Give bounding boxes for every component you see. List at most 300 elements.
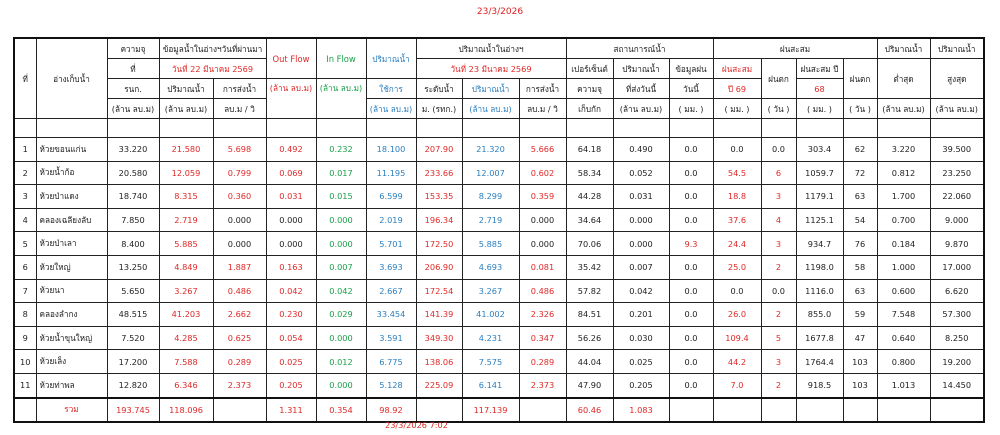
cell-rain68: 1764.4 [796, 350, 843, 374]
cell-min: 0.184 [877, 232, 930, 256]
cell-max: 8.250 [930, 326, 984, 350]
cell-outflow: 0.025 [266, 350, 316, 374]
cell-rain69: 0.0 [713, 138, 761, 162]
cell-inflow: 0.007 [316, 255, 366, 279]
cell-inflow: 0.232 [316, 138, 366, 162]
header-usable-3: (ล้าน ลบ.ม) [366, 99, 416, 119]
table-row [14, 350, 984, 374]
cell-usable: 5.701 [366, 232, 416, 256]
cell-curr-volume: 41.002 [462, 303, 519, 327]
cell-outflow: 0.031 [266, 185, 316, 209]
cell-rain-today: 0.0 [669, 161, 713, 185]
cell-inflow: 0.000 [316, 232, 366, 256]
cell-rain-days69: 0.0 [761, 138, 796, 162]
cell-min: 7.548 [877, 303, 930, 327]
cell-min: 3.220 [877, 138, 930, 162]
cell-usable: 2.019 [366, 208, 416, 232]
header-curr-volume-unit: (ล้าน ลบ.ม) [462, 99, 519, 119]
total-inflow: 0.354 [316, 398, 366, 422]
total-empty [843, 398, 877, 422]
cell-no: 3 [14, 185, 36, 209]
cell-prev-release: 0.289 [213, 350, 266, 374]
cell-prev-release: 1.887 [213, 255, 266, 279]
header-no: ที่ [14, 38, 36, 119]
cell-prev-volume: 12.059 [159, 161, 213, 185]
cell-released-today: 0.205 [613, 373, 669, 397]
cell-released-today: 0.007 [613, 255, 669, 279]
header-released-1: ปริมาณน้ำ [613, 59, 669, 79]
header-min-unit: (ล้าน ลบ.ม) [877, 99, 930, 119]
header-rain-days69-unit: ( วัน ) [761, 99, 796, 119]
reservoir-table [13, 37, 985, 423]
header-curr-release-unit: ลบ.ม / วิ [519, 99, 566, 119]
cell-usable: 3.693 [366, 255, 416, 279]
report-date-title: 23/3/2026 [476, 7, 524, 17]
cell-name: ห้วยน้ำขุนใหญ่ [36, 326, 107, 350]
header-prev-release: การส่งน้ำ [213, 79, 266, 99]
header-rain-days68-unit: ( วัน ) [843, 99, 877, 119]
cell-prev-volume: 21.580 [159, 138, 213, 162]
cell-rain-days69: 6 [761, 161, 796, 185]
cell-capacity: 13.250 [107, 255, 159, 279]
cell-rain69: 24.4 [713, 232, 761, 256]
cell-percent: 47.90 [566, 373, 613, 397]
header-capacity-2: ที่ [107, 59, 159, 79]
cell-usable: 6.775 [366, 350, 416, 374]
cell-prev-volume: 4.849 [159, 255, 213, 279]
cell-max: 23.250 [930, 161, 984, 185]
table-row [14, 255, 984, 279]
cell-name: ห้วยนา [36, 279, 107, 303]
cell-no: 8 [14, 303, 36, 327]
cell-curr-release: 0.347 [519, 326, 566, 350]
header-rain-group: ฝนสะสม [713, 38, 877, 59]
cell-curr-release: 0.289 [519, 350, 566, 374]
total-prev-volume: 118.096 [159, 398, 213, 422]
cell-capacity: 48.515 [107, 303, 159, 327]
cell-capacity: 20.580 [107, 161, 159, 185]
cell-name: ห้วยเล็ง [36, 350, 107, 374]
header-percent-1: เปอร์เซ็นต์ [566, 59, 613, 79]
header-usable-1: ปริมาณน้ำ [366, 38, 416, 79]
cell-max: 19.200 [930, 350, 984, 374]
cell-rain68: 1125.1 [796, 208, 843, 232]
cell-rain-days68: 72 [843, 161, 877, 185]
header-outflow: Out Flow [266, 38, 316, 79]
cell-prev-release: 2.373 [213, 373, 266, 397]
header-max-unit: (ล้าน ลบ.ม) [930, 99, 984, 119]
cell-outflow: 0.163 [266, 255, 316, 279]
cell-outflow: 0.492 [266, 138, 316, 162]
cell-curr-volume: 12.007 [462, 161, 519, 185]
cell-min: 0.640 [877, 326, 930, 350]
cell-prev-volume: 6.346 [159, 373, 213, 397]
cell-rain-days69: 3 [761, 185, 796, 209]
cell-rain-today: 0.0 [669, 326, 713, 350]
cell-name: คลองเฉลียงลับ [36, 208, 107, 232]
cell-percent: 70.06 [566, 232, 613, 256]
header-level: ระดับน้ำ [416, 79, 462, 99]
cell-max: 9.870 [930, 232, 984, 256]
cell-rain-days69: 3 [761, 350, 796, 374]
table-row [14, 161, 984, 185]
cell-released-today: 0.030 [613, 326, 669, 350]
cell-rain-days69: 3 [761, 232, 796, 256]
cell-inflow: 0.000 [316, 208, 366, 232]
cell-rain68: 934.7 [796, 232, 843, 256]
cell-curr-release: 2.373 [519, 373, 566, 397]
header-prev-group: ข้อมูลน้ำในอ่างฯวันที่ผ่านมา [159, 38, 266, 59]
cell-level: 233.66 [416, 161, 462, 185]
cell-rain68: 303.4 [796, 138, 843, 162]
cell-rain-days68: 47 [843, 326, 877, 350]
cell-curr-volume: 5.885 [462, 232, 519, 256]
cell-rain-days69: 0.0 [761, 279, 796, 303]
cell-percent: 84.51 [566, 303, 613, 327]
table-row [14, 279, 984, 303]
header-rain68-1: ฝนสะสม ปี [796, 59, 843, 79]
total-empty [713, 398, 761, 422]
header-released-3: (ล้าน ลบ.ม) [613, 99, 669, 119]
cell-usable: 6.599 [366, 185, 416, 209]
cell-rain-days68: 76 [843, 232, 877, 256]
cell-curr-volume: 6.141 [462, 373, 519, 397]
cell-usable: 18.100 [366, 138, 416, 162]
cell-level: 349.30 [416, 326, 462, 350]
cell-level: 225.09 [416, 373, 462, 397]
cell-rain69: 54.5 [713, 161, 761, 185]
cell-level: 196.34 [416, 208, 462, 232]
cell-rain69: 7.0 [713, 373, 761, 397]
cell-max: 39.500 [930, 138, 984, 162]
table-row [14, 232, 984, 256]
cell-min: 0.800 [877, 350, 930, 374]
cell-max: 6.620 [930, 279, 984, 303]
cell-prev-release: 5.698 [213, 138, 266, 162]
cell-usable: 11.195 [366, 161, 416, 185]
cell-max: 17.000 [930, 255, 984, 279]
cell-curr-volume: 8.299 [462, 185, 519, 209]
header-prev-volume: ปริมาณน้ำ [159, 79, 213, 99]
cell-min: 1.013 [877, 373, 930, 397]
cell-rain-days69: 4 [761, 208, 796, 232]
cell-level: 206.90 [416, 255, 462, 279]
header-rain69-1: ฝนสะสม [713, 59, 761, 79]
cell-rain-today: 0.0 [669, 350, 713, 374]
cell-inflow: 0.017 [316, 161, 366, 185]
cell-curr-volume: 4.231 [462, 326, 519, 350]
header-rain-today-3: ( มม. ) [669, 99, 713, 119]
cell-rain-today: 0.0 [669, 138, 713, 162]
cell-usable: 2.667 [366, 279, 416, 303]
cell-curr-release: 0.486 [519, 279, 566, 303]
cell-rain-days68: 103 [843, 350, 877, 374]
cell-capacity: 8.400 [107, 232, 159, 256]
cell-no: 4 [14, 208, 36, 232]
header-rain-today-1: ข้อมูลฝน [669, 59, 713, 79]
cell-rain-days69: 5 [761, 326, 796, 350]
cell-inflow: 0.000 [316, 373, 366, 397]
cell-percent: 64.18 [566, 138, 613, 162]
cell-rain-today: 0.0 [669, 303, 713, 327]
cell-level: 138.06 [416, 350, 462, 374]
cell-rain68: 1116.0 [796, 279, 843, 303]
cell-prev-volume: 7.588 [159, 350, 213, 374]
header-capacity-4: (ล้าน ลบ.ม) [107, 99, 159, 119]
total-empty [213, 398, 266, 422]
cell-usable: 5.128 [366, 373, 416, 397]
cell-prev-volume: 8.315 [159, 185, 213, 209]
cell-no: 11 [14, 373, 36, 397]
cell-name: ห้วยป่าแดง [36, 185, 107, 209]
header-inflow: In Flow [316, 38, 366, 79]
table-body [14, 119, 984, 422]
cell-no: 7 [14, 279, 36, 303]
cell-released-today: 0.000 [613, 208, 669, 232]
table-row [14, 185, 984, 209]
header-released-2: ที่ส่งวันนี้ [613, 79, 669, 99]
cell-name: ห้วยน้ำก้อ [36, 161, 107, 185]
cell-no: 9 [14, 326, 36, 350]
header-max-2: สูงสุด [930, 59, 984, 99]
cell-max: 9.000 [930, 208, 984, 232]
cell-rain69: 18.8 [713, 185, 761, 209]
cell-prev-volume: 3.267 [159, 279, 213, 303]
cell-prev-volume: 4.285 [159, 326, 213, 350]
table-row [14, 208, 984, 232]
cell-rain-days68: 59 [843, 303, 877, 327]
cell-level: 207.90 [416, 138, 462, 162]
cell-rain69: 26.0 [713, 303, 761, 327]
cell-min: 1.700 [877, 185, 930, 209]
cell-prev-release: 0.000 [213, 232, 266, 256]
cell-no: 2 [14, 161, 36, 185]
header-rain-days68: ฝนตก [843, 59, 877, 99]
cell-max: 22.060 [930, 185, 984, 209]
cell-rain69: 109.4 [713, 326, 761, 350]
cell-capacity: 18.740 [107, 185, 159, 209]
cell-no: 5 [14, 232, 36, 256]
cell-outflow: 0.000 [266, 232, 316, 256]
cell-prev-release: 0.625 [213, 326, 266, 350]
header-rain69-3: ( มม. ) [713, 99, 761, 119]
cell-outflow: 0.042 [266, 279, 316, 303]
header-capacity-3: รนก. [107, 79, 159, 99]
header-usable-2: ใช้การ [366, 79, 416, 99]
cell-capacity: 17.200 [107, 350, 159, 374]
cell-rain69: 25.0 [713, 255, 761, 279]
cell-prev-volume: 5.885 [159, 232, 213, 256]
cell-outflow: 0.069 [266, 161, 316, 185]
table-header [14, 38, 984, 119]
cell-rain68: 1179.1 [796, 185, 843, 209]
total-empty [519, 398, 566, 422]
cell-no: 6 [14, 255, 36, 279]
cell-curr-volume: 2.719 [462, 208, 519, 232]
cell-usable: 3.591 [366, 326, 416, 350]
total-empty [14, 398, 36, 422]
cell-rain-today: 0.0 [669, 373, 713, 397]
cell-name: คลองลำกง [36, 303, 107, 327]
cell-capacity: 7.520 [107, 326, 159, 350]
cell-rain-days69: 2 [761, 303, 796, 327]
cell-rain-days68: 54 [843, 208, 877, 232]
header-inflow-unit: (ล้าน ลบ.ม) [316, 79, 366, 119]
cell-rain69: 0.0 [713, 279, 761, 303]
cell-name: ห้วยขอนแก่น [36, 138, 107, 162]
cell-outflow: 0.205 [266, 373, 316, 397]
header-level-unit: ม. (รทก.) [416, 99, 462, 119]
cell-max: 57.300 [930, 303, 984, 327]
total-released-today: 1.083 [613, 398, 669, 422]
cell-level: 141.39 [416, 303, 462, 327]
cell-percent: 35.42 [566, 255, 613, 279]
cell-rain68: 855.0 [796, 303, 843, 327]
cell-released-today: 0.031 [613, 185, 669, 209]
cell-capacity: 5.650 [107, 279, 159, 303]
cell-outflow: 0.000 [266, 208, 316, 232]
cell-prev-volume: 41.203 [159, 303, 213, 327]
cell-rain-today: 0.0 [669, 279, 713, 303]
header-rain69-2: ปี 69 [713, 79, 761, 99]
total-usable: 98.92 [366, 398, 416, 422]
cell-inflow: 0.042 [316, 279, 366, 303]
header-curr-group: ปริมาณน้ำในอ่างฯ [416, 38, 566, 59]
cell-rain69: 44.2 [713, 350, 761, 374]
cell-curr-volume: 21.320 [462, 138, 519, 162]
cell-rain-today: 0.0 [669, 208, 713, 232]
header-curr-volume: ปริมาณน้ำ [462, 79, 519, 99]
cell-level: 153.35 [416, 185, 462, 209]
total-label: รวม [36, 398, 107, 422]
cell-released-today: 0.025 [613, 350, 669, 374]
cell-capacity: 33.220 [107, 138, 159, 162]
cell-min: 0.600 [877, 279, 930, 303]
header-curr-date: วันที่ 23 มีนาคม 2569 [416, 59, 566, 79]
header-percent-2: ความจุ [566, 79, 613, 99]
cell-released-today: 0.042 [613, 279, 669, 303]
total-percent: 60.46 [566, 398, 613, 422]
table-row [14, 373, 984, 397]
header-prev-volume-unit: (ล้าน ลบ.ม) [159, 99, 213, 119]
spacer-row [14, 119, 984, 138]
cell-rain-days68: 62 [843, 138, 877, 162]
cell-curr-release: 2.326 [519, 303, 566, 327]
total-curr-volume: 117.139 [462, 398, 519, 422]
cell-rain-today: 0.0 [669, 185, 713, 209]
cell-percent: 44.04 [566, 350, 613, 374]
cell-name: ห้วยป่าเลา [36, 232, 107, 256]
cell-released-today: 0.052 [613, 161, 669, 185]
cell-rain-days69: 2 [761, 373, 796, 397]
footer-timestamp: 23/3/2026 7:02 [385, 420, 448, 430]
cell-rain68: 1198.0 [796, 255, 843, 279]
header-curr-release: การส่งน้ำ [519, 79, 566, 99]
header-rain68-2: 68 [796, 79, 843, 99]
cell-curr-volume: 7.575 [462, 350, 519, 374]
total-empty [669, 398, 713, 422]
cell-inflow: 0.029 [316, 303, 366, 327]
total-capacity: 193.745 [107, 398, 159, 422]
cell-percent: 56.26 [566, 326, 613, 350]
header-rain68-3: ( มม. ) [796, 99, 843, 119]
cell-curr-release: 0.359 [519, 185, 566, 209]
cell-name: ห้วยท่าพล [36, 373, 107, 397]
total-empty [761, 398, 796, 422]
cell-released-today: 0.201 [613, 303, 669, 327]
header-status-group: สถานการณ์น้ำ [566, 38, 713, 59]
cell-inflow: 0.000 [316, 326, 366, 350]
header-min-2: ต่ำสุด [877, 59, 930, 99]
table-row [14, 138, 984, 162]
cell-min: 1.000 [877, 255, 930, 279]
header-max-1: ปริมาณน้ำ [930, 38, 984, 59]
cell-rain-days68: 58 [843, 255, 877, 279]
cell-outflow: 0.230 [266, 303, 316, 327]
cell-rain-today: 0.0 [669, 255, 713, 279]
cell-prev-release: 0.799 [213, 161, 266, 185]
cell-curr-volume: 3.267 [462, 279, 519, 303]
cell-max: 14.450 [930, 373, 984, 397]
cell-inflow: 0.012 [316, 350, 366, 374]
cell-min: 0.812 [877, 161, 930, 185]
cell-prev-release: 0.486 [213, 279, 266, 303]
cell-rain-days68: 63 [843, 279, 877, 303]
cell-prev-release: 0.360 [213, 185, 266, 209]
cell-rain68: 1059.7 [796, 161, 843, 185]
cell-rain68: 918.5 [796, 373, 843, 397]
header-prev-date: วันที่ 22 มีนาคม 2569 [159, 59, 266, 79]
cell-prev-release: 0.000 [213, 208, 266, 232]
total-empty [877, 398, 930, 422]
cell-percent: 57.82 [566, 279, 613, 303]
cell-level: 172.50 [416, 232, 462, 256]
cell-percent: 44.28 [566, 185, 613, 209]
cell-rain-days68: 103 [843, 373, 877, 397]
cell-rain-days69: 2 [761, 255, 796, 279]
cell-curr-volume: 4.693 [462, 255, 519, 279]
header-capacity-1: ความจุ [107, 38, 159, 59]
cell-percent: 34.64 [566, 208, 613, 232]
total-empty [416, 398, 462, 422]
cell-rain68: 1677.8 [796, 326, 843, 350]
cell-outflow: 0.054 [266, 326, 316, 350]
total-empty [796, 398, 843, 422]
cell-rain-today: 9.3 [669, 232, 713, 256]
cell-curr-release: 0.000 [519, 208, 566, 232]
cell-percent: 58.34 [566, 161, 613, 185]
header-rain-days69: ฝนตก [761, 59, 796, 99]
header-prev-release-unit: ลบ.ม / วิ [213, 99, 266, 119]
cell-no: 10 [14, 350, 36, 374]
cell-prev-volume: 2.719 [159, 208, 213, 232]
header-outflow-unit: (ล้าน ลบ.ม) [266, 79, 316, 119]
header-rain-today-2: วันนี้ [669, 79, 713, 99]
cell-no: 1 [14, 138, 36, 162]
cell-min: 0.700 [877, 208, 930, 232]
cell-prev-release: 2.662 [213, 303, 266, 327]
cell-capacity: 7.850 [107, 208, 159, 232]
header-reservoir: อ่างเก็บน้ำ [36, 38, 107, 119]
cell-inflow: 0.015 [316, 185, 366, 209]
total-outflow: 1.311 [266, 398, 316, 422]
cell-name: ห้วยใหญ่ [36, 255, 107, 279]
cell-level: 172.54 [416, 279, 462, 303]
cell-released-today: 0.000 [613, 232, 669, 256]
cell-curr-release: 0.081 [519, 255, 566, 279]
table-row [14, 303, 984, 327]
cell-usable: 33.454 [366, 303, 416, 327]
